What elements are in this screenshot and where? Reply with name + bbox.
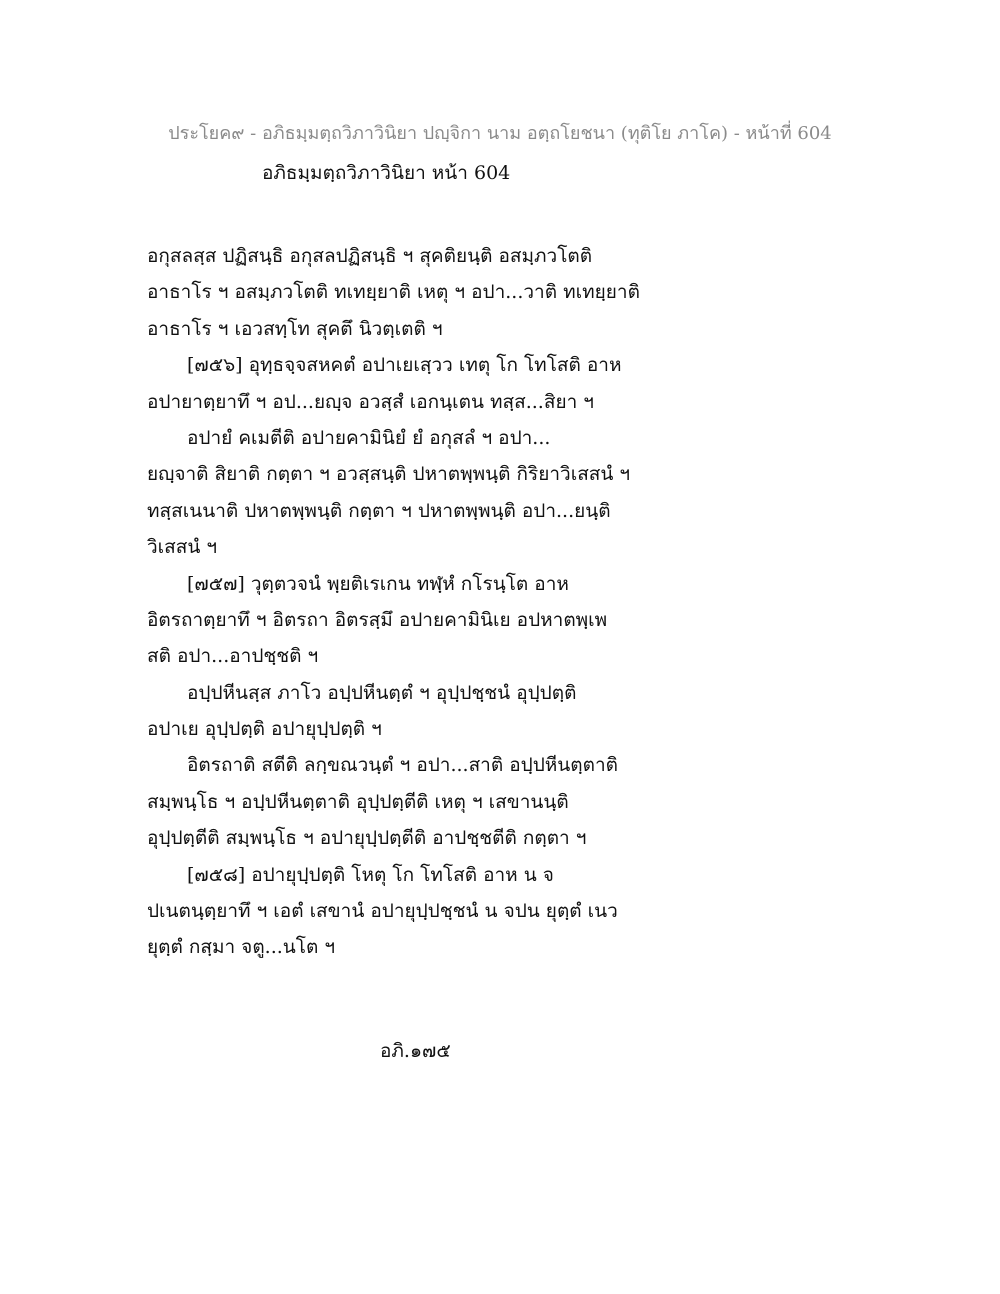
text-line: สมฺพนฺโธ ฯ อปฺปหีนตฺตาติ อุปฺปตฺตีติ เหตุ ฯ เสขานนฺติ [147,790,569,813]
text-line: ยญฺจาติ สิยาติ กตฺตา ฯ อวสฺสนฺติ ปหาตพฺพนฺติ กิริยาวิเสสนํ ฯ [147,463,631,486]
paragraph-start-line: อปายํ คเมตีติ อปายคามินิยํ ยํ อกุสลํ ฯ อปา... [187,426,551,449]
paragraph-start-line: [๗๕๗] วุตฺตวจนํ พฺยติเรเกน ทฬฺหํ กโรนฺโต อาห [187,572,569,595]
paragraph-start-line: อิตรถาติ สตีติ ลกฺขณวนฺตํ ฯ อปา...สาติ อปฺปหีนตฺตาติ [187,754,618,777]
text-line: อิตรถาตฺยาทึ ฯ อิตรถา อิตรสฺมึ อปายคามินิเย อปหาตพฺเพ [147,608,608,631]
text-line: อกุสลสฺส ปฏิสนฺธิ อกุสลปฏิสนฺธิ ฯ สุคติยนฺติ อสมฺภวโตติ [147,245,593,267]
text-line: ทสฺสเนนาติ ปหาตพฺพนฺติ กตฺตา ฯ ปหาตพฺพนฺติ อปา...ยนฺติ [147,499,611,522]
running-header: ประโยค๙ - อภิธมฺมตฺถวิภาวินิยา ปญฺจิกา นาม อตฺถโยชนา (ทุติโย ภาโค) - หน้าที่ 604 [168,123,832,144]
book-page-heading: อภิธมฺมตฺถวิภาวินิยา หน้า 604 [262,162,511,184]
text-line: อุปฺปตฺตีติ สมฺพนฺโธ ฯ อปายุปฺปตฺตีติ อาปชฺชตีติ กตฺตา ฯ [147,827,587,850]
paragraph-start-line: [๗๕๘] อปายุปฺปตฺติ โหตุ โก โทโสติ อาห น จ [187,863,554,886]
text-line: ยุตฺตํ กสฺมา จตู...นโต ฯ [147,936,336,959]
page-footer-signature: อภิ.๑๗๕ [380,1040,451,1062]
paragraph-start-line: อปฺปหีนสฺส ภาโว อปฺปหีนตฺตํ ฯ อุปฺปชฺชนํ อุปฺปตฺติ [187,681,577,704]
text-line: สติ อปา...อาปชฺชติ ฯ [147,645,319,668]
page-body [147,238,707,966]
text-line: อาธาโร ฯ เอวสทฺโท สุคตึ นิวตฺเตติ ฯ [147,317,443,340]
text-line: ปเนตนฺตฺยาทึ ฯ เอตํ เสขานํ อปายุปฺปชฺชนํ น จปน ยุตฺตํ เนว [147,900,618,923]
text-line: วิเสสนํ ฯ [147,536,218,559]
paragraph-start-line: [๗๕๖] อุทฺธจฺจสหคตํ อปาเยเสฺวว เทตุ โก โทโสติ อาห [187,354,622,377]
text-line: อปายาตฺยาทึ ฯ อป...ยญฺจ อวสฺสํ เอกนฺเตน ทสฺส...สิยา ฯ [147,390,594,413]
text-line: อาธาโร ฯ อสมฺภวโตติ ทเทยฺยาติ เหตุ ฯ อปา...วาติ ทเทยฺยาติ [147,281,640,304]
text-line: อปาเย อุปฺปตฺติ อปายุปฺปตฺติ ฯ [147,718,382,741]
